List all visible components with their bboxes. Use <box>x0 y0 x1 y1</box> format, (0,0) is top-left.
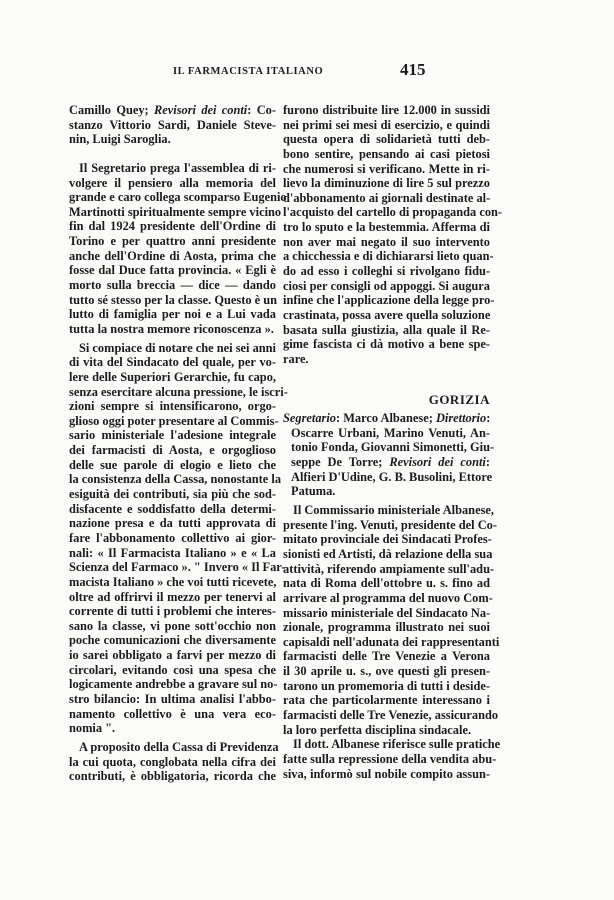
text-line: sano la classe, vi pone sott'occhio non <box>69 618 276 633</box>
text-line: circolari, evitando così una spesa che <box>69 662 276 677</box>
text-line: furono distribuite lire 12.000 in sussidi <box>283 103 490 117</box>
text-line: rata che particolarmente interessano i <box>283 693 490 708</box>
text-line: poche comunicazioni che diversamente <box>69 633 276 648</box>
running-title: IL FARMACISTA ITALIANO <box>173 66 324 77</box>
paragraph-segretario <box>69 160 287 337</box>
paragraph-cassa-previdenza <box>69 739 279 784</box>
text-line: la cui quota, conglobata nella cifra dei <box>69 754 276 769</box>
text-line: zioni sempre si intensificarono, orgo- <box>69 399 276 414</box>
text-line: tarono un promemoria di tutti i deside- <box>283 678 490 693</box>
text-line: Martinotti spiritualmente sempre vicino <box>69 204 282 219</box>
paragraph-sindacato <box>69 340 288 736</box>
text-line: Si compiace di notare che nei sei anni <box>79 340 276 355</box>
text-line: questa opera di solidarietà tutti deb- <box>283 132 490 147</box>
text-line: missario ministeriale del Sindacato Na- <box>283 605 491 620</box>
text-line: A proposito della Cassa di Previdenza <box>79 739 279 754</box>
text-line: siva, informò sul nobile compito assun- <box>283 766 490 781</box>
text-line: farmacisti delle Tre Venezie, assicurando <box>283 708 499 722</box>
text-line: non aver mai negato il suo intervento <box>283 234 490 249</box>
text-line: rare. <box>283 351 309 366</box>
text-line: fosse dal Duce fatta provincia. « Egli è <box>69 263 276 278</box>
text-line: macista Italiano » che voi tutti ricevete, <box>69 574 277 589</box>
text-line: nazione presa e da tutti approvata di <box>69 516 276 531</box>
text-line: sionisti ed Artisti, dà relazione della sua <box>283 546 493 561</box>
text-line: seppe De Torre; Revisori dei conti: <box>291 455 490 470</box>
text-line: fin dal 1924 presidente dell'Ordine di <box>69 219 276 234</box>
text-line: anche dell'Ordine di Aosta, prima che <box>69 248 276 263</box>
text-line: grande e caro collega scomparso Eugenio <box>69 190 287 205</box>
text-line: logicamente andrebbe a gravare sul no- <box>69 677 278 692</box>
text-line: farmacisti delle Tre Venezie a Verona <box>283 649 490 664</box>
text-line: nomia ". <box>69 721 116 736</box>
text-line: Camillo Quey; Revisori dei conti: Co- <box>69 103 276 117</box>
text-line: lere delle Superiori Gerarchie, fu capo, <box>69 369 276 384</box>
text-line: Il Segretario prega l'assemblea di ri- <box>79 160 276 175</box>
text-line: senza esercitare alcuna pressione, le iscri- <box>69 384 288 399</box>
section-heading-gorizia: GORIZIA <box>428 391 490 407</box>
text-line: che numerosi si verificano. Mette in ri- <box>283 161 490 176</box>
text-line: sario ministeriale l'adesione integrale <box>69 428 276 443</box>
text-line: zionale, programma illustrato nei suoi <box>283 620 490 635</box>
text-line: Alfieri D'Udine, G. B. Busolini, Ettore <box>291 469 493 484</box>
text-line: capisaldi nell'adunata dei rappresentanti <box>283 634 500 649</box>
text-line: d'abbonamento ai giornali destinate al- <box>283 190 491 205</box>
text-line: nata di Roma dell'ottobre u. s. fino ad <box>283 576 490 591</box>
text-line: io sarei obbligato a farvi per mezzo di <box>69 648 276 663</box>
text-line: volgere il pensiero alla memoria del <box>69 175 276 190</box>
right-column <box>283 103 503 781</box>
text-line: tutta la nostra memore riconoscenza ». <box>69 321 274 336</box>
paragraph-officers-aosta <box>69 103 276 147</box>
page-number: 415 <box>400 60 426 79</box>
text-line: corrente di tutti i problemi che interes- <box>69 604 276 619</box>
text-line: disfacente e soddisfatto della determi- <box>69 501 276 516</box>
text-line: esiguità dei contributi, sia più che sod- <box>69 487 276 502</box>
text-line: dei farmacisti di Aosta, e orgoglioso <box>69 443 276 458</box>
text-line: contributi, è obbligatoria, ricorda che <box>69 769 276 784</box>
text-line: nin, Luigi Saroglia. <box>69 132 171 147</box>
text-line: nei primi sei mesi di esercizio, e quindi <box>283 117 490 132</box>
text-line: presente l'ing. Venuti, presidente del Co- <box>283 517 497 532</box>
text-line: delle sue parole di elogio e lieto che <box>69 457 276 472</box>
text-line: basata sulla giustizia, alla quale il Re- <box>283 322 490 337</box>
text-line: Segretario: Marco Albanese; Direttorio: <box>283 411 491 426</box>
text-line: Oscarre Urbani, Marino Venuti, An- <box>291 425 490 440</box>
text-line: nali: « Il Farmacista Italiano » e « La <box>69 545 276 560</box>
text-line: bono sentire, pensando ai casi pietosi <box>283 146 490 161</box>
text-line: Patuma. <box>291 484 336 499</box>
paragraph-officers-gorizia <box>283 411 495 499</box>
text-line: arrivare al programma del nuovo Com- <box>283 590 493 605</box>
text-line: namento collettivo è una vera eco- <box>69 706 276 721</box>
left-column <box>69 103 288 784</box>
text-line: la consistenza della Cassa, nonostante la <box>69 472 282 487</box>
text-line: attività, riferendo ampiamente sull'adu- <box>283 561 495 576</box>
text-line: infine che l'applicazione della legge pro- <box>283 293 495 308</box>
text-line: ciosi per consigli od appoggi. Si augura <box>283 278 490 293</box>
text-line: a chicchessia e di dichiararsi lieto quan- <box>283 249 494 264</box>
text-line: fare l'abbonamento collettivo ai gior- <box>69 530 276 545</box>
text-line: tonio Fonda, Giovanni Simonetti, Giu- <box>291 440 495 455</box>
text-line: crastinata, possa avere quella soluzione <box>283 307 491 322</box>
text-line: di vita del Sindacato del quale, per vo- <box>69 355 276 370</box>
text-line: stanzo Vittorio Sardi, Daniele Steve- <box>69 117 276 132</box>
paragraph-commissario <box>283 503 500 737</box>
text-line: mitato provinciale dei Sindacati Profes- <box>283 532 492 547</box>
text-line: Il dott. Albanese riferisce sulle pratiche <box>293 737 501 752</box>
text-line: glioso oggi poter presentare al Commis- <box>69 413 279 428</box>
text-line: fatte sulla repressione della vendita abu- <box>283 751 497 766</box>
text-line: Torino e per quattro anni presidente <box>69 234 276 249</box>
text-line: do ad esso i colleghi si rivolgano fidu- <box>283 264 490 279</box>
text-line: tutto sé stesso per la classe. Questo è un <box>69 292 277 307</box>
text-line: la loro perfetta disciplina sindacale. <box>283 722 472 737</box>
text-line: oltre ad offrirvi il mezzo per tenervi al <box>69 589 276 604</box>
text-line: gime fascista ci dà motivo a bene spe- <box>283 337 490 352</box>
paragraph-albanese <box>283 737 501 781</box>
paragraph-sussidi <box>283 103 503 367</box>
text-line: lutto di famiglia per noi e a Lui vada <box>69 307 276 322</box>
text-line: Il Commissario ministeriale Albanese, <box>293 503 494 518</box>
text-line: Scienza del Farmaco ». " Invero « Il Far- <box>69 560 286 575</box>
text-line: stro bilancio: In ultima analisi l'abbo- <box>69 691 276 706</box>
text-line: tro lo sputo e la bestemmia. Afferma di <box>283 220 490 235</box>
text-line: l'acquisto del cartello di propaganda con- <box>283 205 503 220</box>
text-line: lievo la diminuzione di lire 5 sul prezzo <box>283 176 490 191</box>
text-line: il 30 aprile u. s., ove questi gli presen- <box>283 664 490 679</box>
text-line: morto sulla breccia — dice — dando <box>69 278 276 293</box>
